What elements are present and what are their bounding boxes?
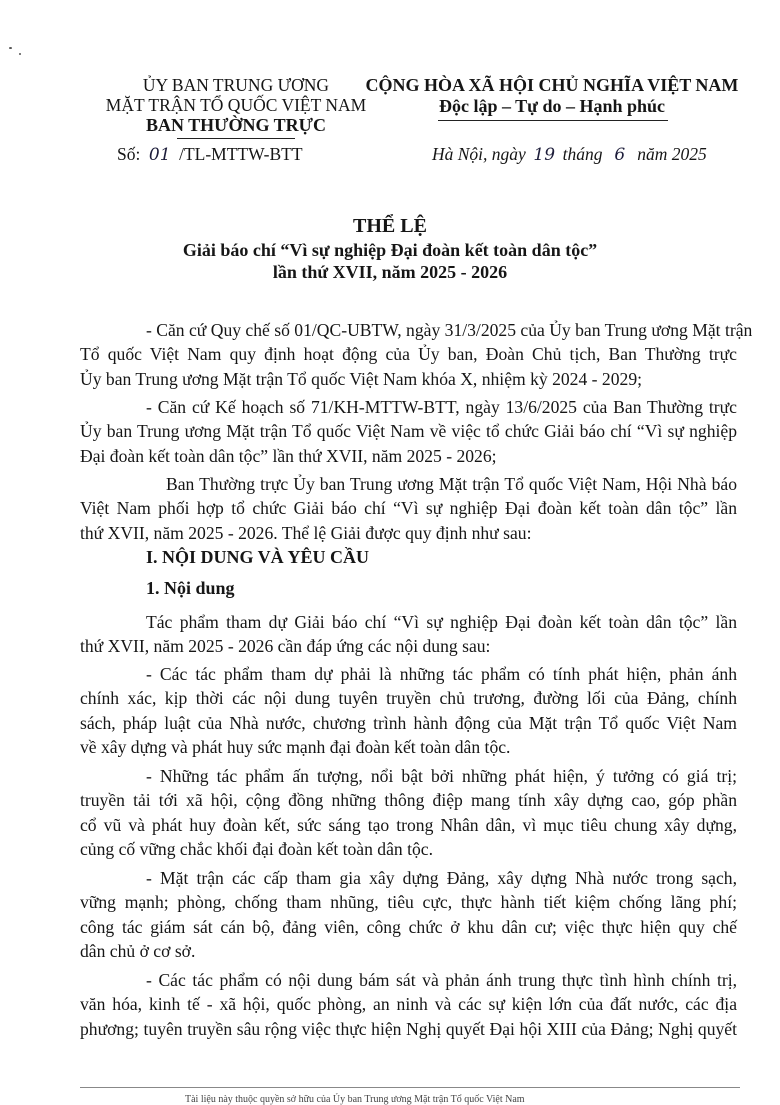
text-line: công tác giám sát cán bộ, đảng viên, công chức ở khu dân cư; việc thực hiện quy chế [80, 916, 737, 937]
footer-divider [80, 1087, 740, 1088]
doc-no-prefix: Số: [117, 144, 141, 164]
org-underline [177, 138, 295, 139]
title-subtitle-1: Giải báo chí “Vì sự nghiệp Đại đoàn kết toàn dân tộc” [182, 240, 598, 260]
nation-name: CỘNG HÒA XÃ HỘI CHỦ NGHĨA VIỆT NAM [365, 75, 739, 95]
text-line: - Căn cứ Kế hoạch số 71/KH-MTTW-BTT, ngày 13/6/2025 của Ban Thường trực [146, 397, 737, 417]
text-line: - Các tác phẩm tham dự phải là những tác phẩm có tính phát hiện, phản ánh [146, 664, 737, 684]
date-line [432, 144, 707, 165]
motto-underline [438, 120, 668, 121]
text-line: - Mặt trận các cấp tham gia xây dựng Đảng, xây dựng Nhà nước trong sạch, [146, 868, 737, 888]
paragraph-basis-2 [80, 395, 737, 468]
date-month-handwritten: 6 [614, 145, 626, 165]
text-line: sách, pháp luật của Nhà nước, chương trình hành động của Mặt trận Tổ quốc Việt Nam [80, 712, 737, 733]
org-line-2: MẶT TRẬN TỔ QUỐC VIỆT NAM [105, 95, 367, 115]
text-line: thứ XVII, năm 2025 - 2026. Thể lệ Giải được quy định như sau: [80, 522, 532, 543]
text-line: dân chủ ở cơ sở. [80, 941, 196, 962]
date-part-3: năm 2025 [637, 144, 707, 164]
text-line: Ủy ban Trung ương Mặt trận Tổ quốc Việt Nam khóa X, nhiệm kỳ 2024 - 2029; [80, 368, 643, 389]
text-line: văn hóa, kinh tế - xã hội, quốc phòng, an ninh và các sự kiện lớn của đất nước, các địa [80, 994, 737, 1015]
text-line: cổ vũ và phát huy đoàn kết, sức sáng tạo trong Nhân dân, vì mục tiêu chung xây dựng, [80, 814, 737, 835]
text-line: Đại đoàn kết toàn dân tộc” lần thứ XVII, năm 2025 - 2026; [80, 445, 497, 466]
subsection-heading-1: 1. Nội dung [146, 578, 235, 598]
text-line: về xây dựng và phát huy sức mạnh đại đoàn kết toàn dân tộc. [80, 737, 511, 758]
date-part-2: tháng [562, 144, 603, 164]
text-line: - Các tác phẩm có nội dung bám sát và phản ánh trung thực tình hình chính trị, [146, 970, 737, 990]
text-line: củng cố vững chắc khối đại đoàn kết toàn dân tộc. [80, 839, 433, 860]
text-line: vững mạnh; phòng, chống tham nhũng, tiêu cực, thực hành tiết kiệm chống lãng phí; [80, 892, 737, 913]
section-heading-1: I. NỘI DUNG VÀ YÊU CẦU [146, 547, 370, 567]
paragraph-basis-1 [80, 318, 753, 391]
text-line: Tổ quốc Việt Nam quy định hoạt động của Ủy ban, Đoàn Chủ tịch, Ban Thường trực [80, 344, 737, 365]
text-line: truyền tải tới xã hội, cộng đồng những thông điệp mang tính xây dựng cao, góp phần [80, 790, 737, 811]
paragraph-item-2 [80, 764, 737, 862]
paragraph-intro [80, 472, 737, 545]
text-line: Ủy ban Trung ương Mặt trận Tổ quốc Việt Nam về việc tổ chức Giải báo chí “Vì sự nghiệp [80, 421, 737, 442]
doc-no-handwritten: 01 [148, 145, 171, 165]
text-line: - Căn cứ Quy chế số 01/QC-UBTW, ngày 31/3/2025 của Ủy ban Trung ương Mặt trận [146, 320, 753, 340]
scan-speck [19, 53, 21, 55]
text-line: phương; tuyên truyền sâu rộng việc thực hiện Nghị quyết Đại hội XIII của Đảng; Nghị quyết [80, 1018, 737, 1039]
paragraph-item-4 [80, 968, 737, 1041]
text-line: Ban Thường trực Ủy ban Trung ương Mặt trận Tổ quốc Việt Nam, Hội Nhà báo [166, 474, 737, 494]
document-title: THỂ LỆ [353, 215, 427, 237]
doc-no-suffix: /TL-MTTW-BTT [179, 144, 303, 164]
org-line-1: ỦY BAN TRUNG ƯƠNG [142, 75, 330, 95]
title-subtitle-2: lần thứ XVII, năm 2025 - 2026 [272, 262, 508, 282]
text-line: chính xác, kịp thời các nội dung tuyên truyền chủ trương, đường lối của Đảng, chính [80, 688, 737, 709]
paragraph-item-1 [80, 662, 737, 760]
date-day-handwritten: 19 [533, 145, 556, 165]
document-number [117, 144, 303, 165]
text-line: - Những tác phẩm ấn tượng, nổi bật bởi những phát hiện, ý tưởng có giá trị; [146, 766, 737, 786]
date-part-1: Hà Nội, ngày [432, 144, 526, 164]
paragraph-content-intro [80, 610, 737, 659]
text-line: Việt Nam phối hợp tổ chức Giải báo chí “Vì sự nghiệp Đại đoàn kết toàn dân tộc” lần [80, 498, 737, 519]
text-line: thứ XVII, năm 2025 - 2026 cần đáp ứng các nội dung sau: [80, 636, 491, 657]
paragraph-item-3 [80, 866, 737, 964]
text-line: Tác phẩm tham dự Giải báo chí “Vì sự nghiệp Đại đoàn kết toàn dân tộc” lần [146, 612, 737, 632]
motto: Độc lập – Tự do – Hạnh phúc [438, 96, 666, 116]
org-line-3: BAN THƯỜNG TRỰC [145, 115, 327, 135]
scan-speck [9, 47, 12, 49]
footer-note: Tài liệu này thuộc quyền sở hữu của Ủy ban Trung ương Mặt trận Tổ quốc Việt Nam [185, 1094, 525, 1105]
